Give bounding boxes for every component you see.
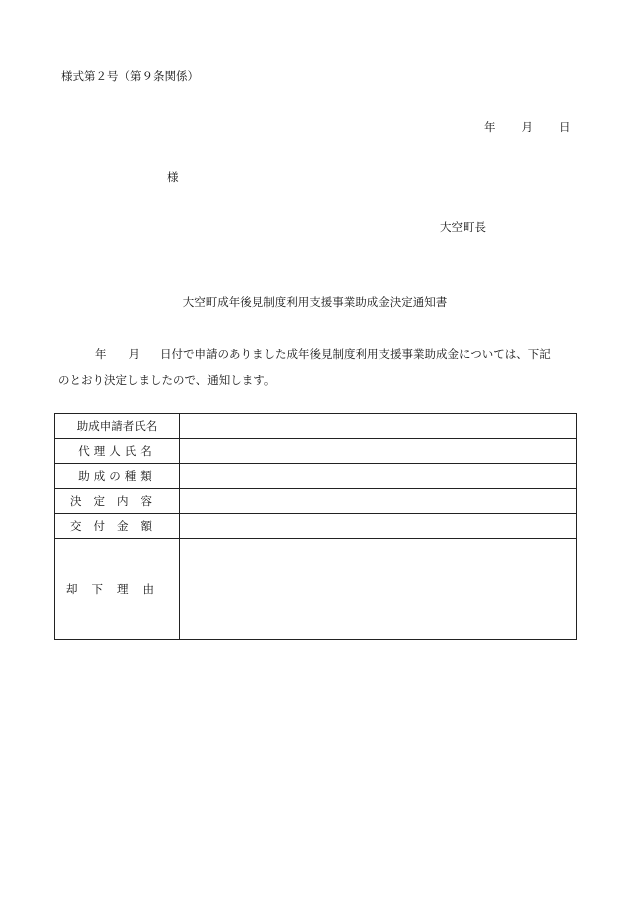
- date-line: [484, 120, 571, 134]
- rejection-reason-value: [180, 539, 577, 640]
- sender: 大空町長: [440, 220, 486, 234]
- body-year: 年: [95, 347, 107, 361]
- agent-name-label: 代理人氏名: [55, 439, 180, 464]
- applicant-name-value: [180, 414, 577, 439]
- decision-content-value: [180, 489, 577, 514]
- body-line-1-rest: 日付で申請のありました成年後見制度利用支援事業助成金については、下記: [160, 347, 551, 361]
- grant-amount-label: 交付金額: [55, 514, 180, 539]
- table-row: [55, 514, 577, 539]
- rejection-reason-label: 却下理由: [55, 539, 180, 640]
- grant-amount-value: [180, 514, 577, 539]
- table-row: [55, 539, 577, 640]
- body-line-1: [61, 347, 551, 361]
- decision-table: [54, 413, 577, 640]
- document-title: 大空町成年後見制度利用支援事業助成金決定通知書: [182, 295, 448, 309]
- grant-type-label: 助成の種類: [55, 464, 180, 489]
- table-row: [55, 414, 577, 439]
- body-line-2: のとおり決定しましたので、通知します。: [58, 373, 276, 387]
- grant-type-value: [180, 464, 577, 489]
- agent-name-value: [180, 439, 577, 464]
- date-year: 年: [484, 120, 496, 134]
- form-number: 様式第２号（第９条関係）: [61, 69, 199, 83]
- body-month: 月: [128, 347, 140, 361]
- recipient-suffix: 様: [167, 170, 179, 184]
- decision-content-label: 決定内容: [55, 489, 180, 514]
- table-row: [55, 439, 577, 464]
- date-day: 日: [559, 120, 571, 134]
- date-month: 月: [521, 120, 533, 134]
- table-row: [55, 489, 577, 514]
- applicant-name-label: 助成申請者氏名: [55, 414, 180, 439]
- table-row: [55, 464, 577, 489]
